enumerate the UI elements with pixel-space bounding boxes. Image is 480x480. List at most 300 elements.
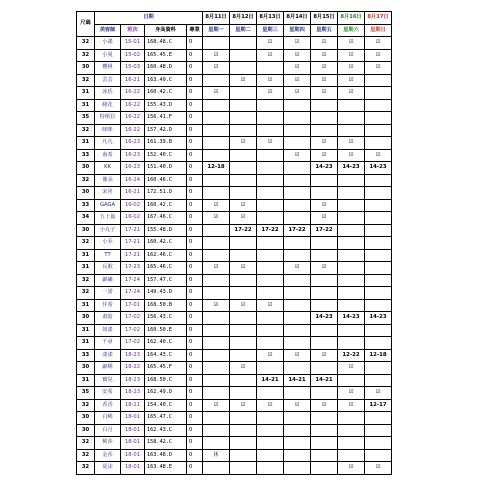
shift-class: 18-22 (121, 362, 145, 375)
checked-box-icon: ☑ (203, 87, 230, 100)
checked-box-icon: ☑ (203, 49, 230, 62)
body-info: 160.48.D (145, 62, 187, 75)
size-cell: 30 (77, 312, 95, 325)
schedule-cell: 14-21 (257, 374, 284, 387)
checked-box-icon: ☑ (284, 37, 311, 50)
schedule-cell (257, 324, 284, 337)
schedule-body (77, 37, 392, 475)
body-info: 149.43.D (145, 287, 187, 300)
schedule-cell (365, 287, 392, 300)
schedule-cell (311, 124, 338, 137)
schedule-cell (284, 112, 311, 125)
table-row (77, 249, 392, 262)
shift-class: 18-23 (121, 349, 145, 362)
shift-class: 16-22 (121, 124, 145, 137)
schedule-cell (257, 174, 284, 187)
note-cell: 0 (187, 187, 203, 200)
stylist-name: 桃莎 (95, 437, 121, 450)
size-cell: 32 (77, 399, 95, 412)
schedule-cell (203, 274, 230, 287)
note-cell: 0 (187, 324, 203, 337)
size-cell: 32 (77, 449, 95, 462)
checked-box-icon: ☑ (365, 37, 392, 50)
body-info: 163.40.C (145, 74, 187, 87)
schedule-cell (257, 362, 284, 375)
schedule-cell (338, 112, 365, 125)
schedule-cell (257, 249, 284, 262)
schedule-cell (365, 274, 392, 287)
header-row-dates (77, 12, 392, 25)
shift-class: 16-22 (121, 112, 145, 125)
schedule-cell (338, 99, 365, 112)
note-cell: 0 (187, 237, 203, 250)
checked-box-icon: ☑ (311, 137, 338, 150)
size-cell: 31 (77, 249, 95, 262)
schedule-cell (338, 224, 365, 237)
schedule-cell (257, 462, 284, 475)
schedule-cell (284, 187, 311, 200)
checked-box-icon: ☑ (257, 299, 284, 312)
schedule-cell: 12-17 (365, 399, 392, 412)
date-header: 8月14日 (284, 12, 311, 25)
schedule-cell (257, 212, 284, 225)
checked-box-icon: ☑ (203, 399, 230, 412)
checked-box-icon: ☑ (257, 74, 284, 87)
checked-box-icon: ☑ (203, 262, 230, 275)
checked-box-icon: ☑ (311, 199, 338, 212)
schedule-cell (203, 187, 230, 200)
schedule-cell (203, 74, 230, 87)
note-cell: 0 (187, 374, 203, 387)
schedule-cell (230, 287, 257, 300)
table-row (77, 424, 392, 437)
schedule-table (76, 11, 392, 475)
schedule-cell (257, 187, 284, 200)
shift-class: 16-02 (121, 199, 145, 212)
schedule-cell (203, 462, 230, 475)
schedule-cell (311, 362, 338, 375)
schedule-cell: 14-23 (338, 312, 365, 325)
size-cell: 32 (77, 49, 95, 62)
checked-box-icon: ☑ (365, 462, 392, 475)
note-cell: 0 (187, 437, 203, 450)
table-row (77, 387, 392, 400)
size-cell: 32 (77, 437, 95, 450)
day-header: 星期日 (365, 24, 392, 37)
schedule-cell (230, 274, 257, 287)
body-info: 156.41.F (145, 112, 187, 125)
shift-class: 15-01 (121, 37, 145, 50)
stylist-name: 小曼 (95, 49, 121, 62)
schedule-cell (365, 237, 392, 250)
note-cell: 0 (187, 262, 203, 275)
schedule-cell (338, 124, 365, 137)
stylist-name: 如漆 (95, 324, 121, 337)
schedule-cell: 休 (203, 449, 230, 462)
schedule-cell (311, 412, 338, 425)
table-row (77, 274, 392, 287)
size-cell: 32 (77, 237, 95, 250)
schedule-cell: 17-22 (230, 224, 257, 237)
schedule-cell (230, 449, 257, 462)
checked-box-icon: ☑ (230, 399, 257, 412)
shift-class: 18-01 (121, 449, 145, 462)
table-row (77, 62, 392, 75)
shift-class: 17-02 (121, 337, 145, 350)
shift-class: 16-23 (121, 162, 145, 175)
period-header: 日期 (95, 12, 203, 25)
schedule-cell (230, 112, 257, 125)
schedule-cell (365, 112, 392, 125)
schedule-cell (365, 249, 392, 262)
day-header: 星期三 (257, 24, 284, 37)
shift-class: 15-03 (121, 62, 145, 75)
schedule-cell (230, 37, 257, 50)
schedule-cell (311, 387, 338, 400)
schedule-cell (203, 124, 230, 137)
schedule-cell: 14-23 (365, 162, 392, 175)
size-header: 尺碼 (77, 12, 95, 37)
note-header: 專業 (187, 24, 203, 37)
checked-box-icon: ☑ (257, 137, 284, 150)
schedule-cell (257, 449, 284, 462)
schedule-cell (257, 337, 284, 350)
shift-class: 18-01 (121, 412, 145, 425)
schedule-cell (230, 162, 257, 175)
date-header: 8月17日 (365, 12, 392, 25)
table-row (77, 262, 392, 275)
schedule-cell (284, 137, 311, 150)
schedule-cell (257, 312, 284, 325)
schedule-cell (338, 424, 365, 437)
checked-box-icon: ☑ (338, 137, 365, 150)
shift-class: 17-24 (121, 274, 145, 287)
checked-box-icon: ☑ (365, 149, 392, 162)
table-row (77, 37, 392, 50)
shift-class: 16-21 (121, 187, 145, 200)
name-header: 美容師 (95, 24, 121, 37)
body-info: 165.45.F (145, 362, 187, 375)
shift-class: 16-23 (121, 149, 145, 162)
body-info: 157.47.C (145, 274, 187, 287)
schedule-cell (230, 187, 257, 200)
schedule-cell (311, 287, 338, 300)
schedule-cell (230, 437, 257, 450)
stylist-name: 一諾 (95, 287, 121, 300)
schedule-cell (257, 99, 284, 112)
checked-box-icon: ☑ (257, 49, 284, 62)
schedule-cell (338, 262, 365, 275)
shift-class: 16-21 (121, 74, 145, 87)
shift-class: 16-22 (121, 87, 145, 100)
table-row (77, 337, 392, 350)
note-cell: 0 (187, 412, 203, 425)
schedule-cell (230, 49, 257, 62)
checked-box-icon: ☑ (338, 462, 365, 475)
schedule-cell (284, 274, 311, 287)
schedule-cell (284, 312, 311, 325)
shift-class: 17-21 (121, 237, 145, 250)
stylist-name: TT (95, 249, 121, 262)
schedule-cell (284, 462, 311, 475)
checked-box-icon: ☑ (311, 212, 338, 225)
schedule-cell (257, 287, 284, 300)
shift-class: 15-02 (121, 49, 145, 62)
size-cell: 31 (77, 262, 95, 275)
table-row (77, 137, 392, 150)
schedule-cell (365, 87, 392, 100)
body-info: 164.43.C (145, 349, 187, 362)
checked-box-icon: ☑ (338, 49, 365, 62)
schedule-cell (365, 424, 392, 437)
date-header: 8月16日 (338, 12, 365, 25)
schedule-cell (230, 62, 257, 75)
table-row (77, 349, 392, 362)
body-info: 160.42.C (145, 237, 187, 250)
body-info: 160.42.C (145, 199, 187, 212)
schedule-cell (203, 149, 230, 162)
schedule-cell (338, 449, 365, 462)
stylist-name: 寶兒 (95, 374, 121, 387)
size-cell: 33 (77, 199, 95, 212)
schedule-cell (338, 187, 365, 200)
table-row (77, 399, 392, 412)
size-cell: 32 (77, 274, 95, 287)
schedule-cell (203, 249, 230, 262)
schedule-cell (284, 362, 311, 375)
note-cell: 0 (187, 337, 203, 350)
schedule-cell: 17-22 (257, 224, 284, 237)
checked-box-icon: ☑ (284, 49, 311, 62)
schedule-cell (230, 99, 257, 112)
schedule-cell (257, 262, 284, 275)
schedule-cell (338, 437, 365, 450)
body-info: 162.49.D (145, 387, 187, 400)
shift-class: 18-21 (121, 399, 145, 412)
checked-box-icon: ☑ (338, 37, 365, 50)
schedule-cell (338, 174, 365, 187)
body-info: 160.46.C (145, 174, 187, 187)
schedule-cell (203, 437, 230, 450)
note-cell: 0 (187, 37, 203, 50)
checked-box-icon: ☑ (311, 37, 338, 50)
schedule-cell (203, 174, 230, 187)
schedule-cell (365, 199, 392, 212)
schedule-cell (203, 362, 230, 375)
checked-box-icon: ☑ (230, 137, 257, 150)
date-header: 8月12日 (230, 12, 257, 25)
body-info: 157.42.D (145, 124, 187, 137)
day-header: 星期五 (311, 24, 338, 37)
checked-box-icon: ☑ (365, 49, 392, 62)
schedule-cell (230, 312, 257, 325)
schedule-cell (338, 412, 365, 425)
checked-box-icon: ☑ (203, 212, 230, 225)
day-header: 星期一 (203, 24, 230, 37)
note-cell: 0 (187, 62, 203, 75)
schedule-cell (203, 387, 230, 400)
schedule-cell (284, 199, 311, 212)
schedule-cell (365, 212, 392, 225)
checked-box-icon: ☑ (230, 199, 257, 212)
shift-class: 17-01 (121, 299, 145, 312)
stylist-name: 凡凡 (95, 137, 121, 150)
size-cell: 35 (77, 387, 95, 400)
schedule-cell (230, 349, 257, 362)
body-info: 162.40.C (145, 337, 187, 350)
checked-box-icon: ☑ (338, 87, 365, 100)
note-cell: 0 (187, 387, 203, 400)
checked-box-icon: ☑ (311, 49, 338, 62)
schedule-cell (365, 374, 392, 387)
schedule-cell (311, 449, 338, 462)
schedule-cell (203, 412, 230, 425)
stylist-name: 安希 (95, 387, 121, 400)
schedule-cell (203, 349, 230, 362)
body-info: 162.46.C (145, 249, 187, 262)
checked-box-icon: ☑ (365, 387, 392, 400)
checked-box-icon: ☑ (338, 399, 365, 412)
shift-class: 17-02 (121, 324, 145, 337)
size-cell: 30 (77, 412, 95, 425)
stylist-name: 金莎 (95, 449, 121, 462)
checked-box-icon: ☑ (203, 199, 230, 212)
schedule-cell (257, 237, 284, 250)
table-row (77, 87, 392, 100)
size-cell: 30 (77, 187, 95, 200)
body-info: 168.48.C (145, 37, 187, 50)
table-row (77, 362, 392, 375)
schedule-cell (203, 112, 230, 125)
stylist-name: GAGA (95, 199, 121, 212)
schedule-cell (284, 237, 311, 250)
table-row (77, 324, 392, 337)
schedule-cell (365, 412, 392, 425)
note-cell: 0 (187, 399, 203, 412)
stylist-name: 小丸子 (95, 224, 121, 237)
body-info: 160.50.E (145, 324, 187, 337)
schedule-cell (365, 262, 392, 275)
checked-box-icon: ☑ (284, 262, 311, 275)
schedule-cell (203, 287, 230, 300)
schedule-cell (257, 112, 284, 125)
checked-box-icon: ☑ (365, 62, 392, 75)
schedule-cell (230, 87, 257, 100)
shift-class: 16-22 (121, 99, 145, 112)
schedule-cell (284, 437, 311, 450)
stylist-name: 夏沫 (95, 462, 121, 475)
checked-box-icon: ☑ (257, 37, 284, 50)
schedule-cell (338, 287, 365, 300)
shift-class: 18-23 (121, 387, 145, 400)
shift-class: 17-02 (121, 312, 145, 325)
table-row (77, 312, 392, 325)
stylist-name: 漾漾 (95, 349, 121, 362)
checked-box-icon: ☑ (338, 387, 365, 400)
body-info: 151.40.D (145, 162, 187, 175)
stylist-name: 白曉 (95, 412, 121, 425)
checked-box-icon: ☑ (284, 87, 311, 100)
schedule-cell (230, 237, 257, 250)
checked-box-icon: ☑ (311, 349, 338, 362)
schedule-cell (203, 37, 230, 50)
shift-class: 18-01 (121, 437, 145, 450)
body-info: 155.48.D (145, 224, 187, 237)
schedule-cell (257, 149, 284, 162)
schedule-cell (203, 99, 230, 112)
schedule-cell: 14-21 (284, 374, 311, 387)
schedule-cell (203, 337, 230, 350)
table-row (77, 224, 392, 237)
schedule-cell (365, 137, 392, 150)
schedule-cell (311, 99, 338, 112)
shift-class: 16-24 (121, 174, 145, 187)
schedule-cell (284, 387, 311, 400)
schedule-cell (203, 324, 230, 337)
schedule-cell (338, 374, 365, 387)
body-info: 154.40.C (145, 399, 187, 412)
checked-box-icon: ☑ (338, 74, 365, 87)
date-header: 8月11日 (203, 12, 230, 25)
schedule-cell (365, 187, 392, 200)
schedule-cell (311, 462, 338, 475)
schedule-cell: 14-23 (311, 162, 338, 175)
stylist-name: 南希 (95, 149, 121, 162)
stylist-name: 冰恬 (95, 87, 121, 100)
schedule-cell (230, 412, 257, 425)
schedule-cell (338, 237, 365, 250)
checked-box-icon: ☑ (284, 62, 311, 75)
checked-box-icon: ☑ (230, 262, 257, 275)
shift-class: 17-21 (121, 249, 145, 262)
schedule-sheet (76, 11, 392, 475)
schedule-cell (203, 312, 230, 325)
schedule-cell (230, 462, 257, 475)
body-info: 161.39.B (145, 137, 187, 150)
schedule-cell (230, 324, 257, 337)
table-row (77, 49, 392, 62)
schedule-cell (338, 249, 365, 262)
checked-box-icon: ☑ (311, 74, 338, 87)
note-cell: 0 (187, 74, 203, 87)
schedule-cell: 14-21 (311, 374, 338, 387)
schedule-cell (284, 449, 311, 462)
checked-box-icon: ☑ (311, 399, 338, 412)
stylist-name: 千尋 (95, 337, 121, 350)
stylist-name: 錦繡 (95, 274, 121, 287)
size-cell: 31 (77, 374, 95, 387)
size-cell: 30 (77, 224, 95, 237)
schedule-cell (230, 337, 257, 350)
schedule-cell (230, 124, 257, 137)
checked-box-icon: ☑ (230, 299, 257, 312)
schedule-cell (311, 437, 338, 450)
size-cell: 31 (77, 87, 95, 100)
stylist-name: 五十嵐 (95, 212, 121, 225)
stylist-name: 豫朵 (95, 174, 121, 187)
size-cell: 32 (77, 462, 95, 475)
date-header: 8月13日 (257, 12, 284, 25)
note-cell: 0 (187, 124, 203, 137)
table-row (77, 162, 392, 175)
schedule-cell (230, 374, 257, 387)
schedule-cell (365, 324, 392, 337)
checked-box-icon: ☑ (203, 62, 230, 75)
checked-box-icon: ☑ (284, 74, 311, 87)
schedule-cell (311, 337, 338, 350)
schedule-cell (203, 424, 230, 437)
schedule-cell (365, 74, 392, 87)
